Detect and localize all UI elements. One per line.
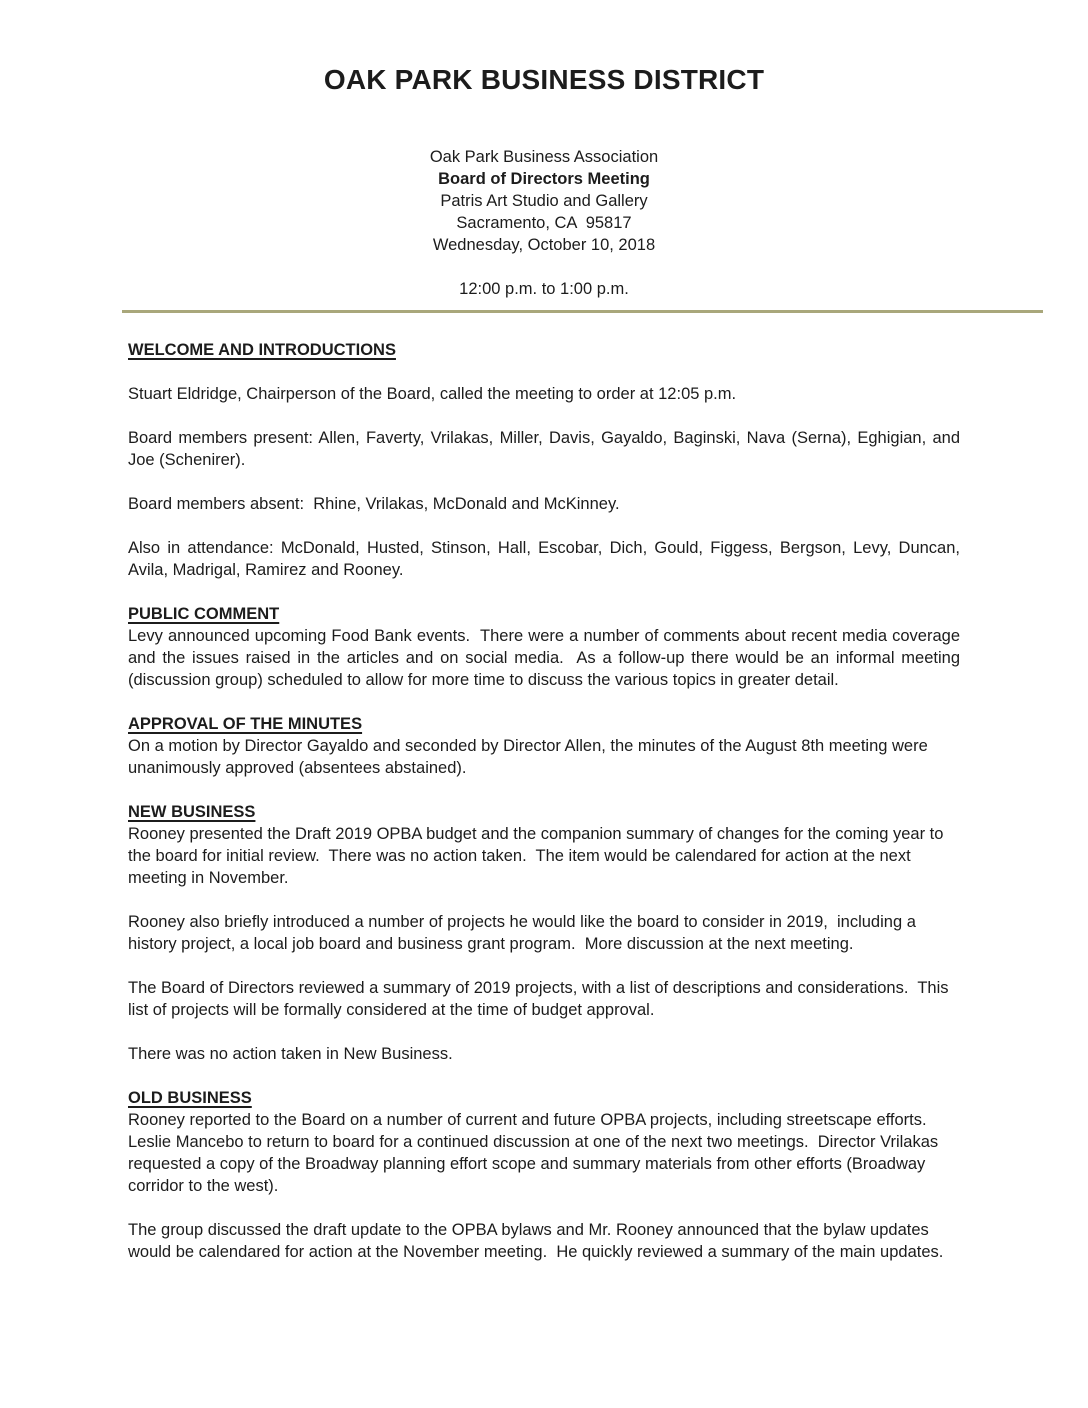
paragraph: Board members present: Allen, Faverty, Vrilakas, Miller, Davis, Gayaldo, Baginski, Nava (Serna), Eghigian, and Joe (Schenirer). [128, 429, 965, 469]
paragraph: There was no action taken in New Business. [128, 1045, 453, 1063]
paragraph: Stuart Eldridge, Chairperson of the Board, called the meeting to order at 12:05 p.m. [128, 385, 737, 403]
meeting-info-line: Wednesday, October 10, 2018 [432, 236, 656, 254]
paragraph: Rooney presented the Draft 2019 OPBA budget and the companion summary of changes for the coming year to the board for initial review. There was no action taken. The item would be calendared for action at the next meeting in November. [128, 825, 948, 887]
paragraph: The Board of Directors reviewed a summary of 2019 projects, with a list of descriptions and considerations. This list of projects will be formally considered at the time of budget approval. [128, 979, 954, 1019]
paragraph: Also in attendance: McDonald, Husted, Stinson, Hall, Escobar, Dich, Gould, Figgess, Bergson, Levy, Duncan, Avila, Madrigal, Ramirez and Rooney. [128, 539, 964, 579]
header-rule [122, 310, 1043, 313]
section-heading: OLD BUSINESS [128, 1089, 252, 1107]
document-body [128, 339, 965, 1263]
meeting-time: 12:00 p.m. to 1:00 p.m. [459, 280, 629, 298]
section-heading: PUBLIC COMMENT [128, 605, 280, 623]
section-public-comment [128, 603, 965, 691]
paragraph: The group discussed the draft update to the OPBA bylaws and Mr. Rooney announced that the bylaw updates would be calendared for action at the November meeting. He quickly reviewed a summary of the main updates. [128, 1221, 944, 1261]
meeting-info [0, 146, 1088, 256]
section-heading: APPROVAL OF THE MINUTES [128, 715, 363, 733]
paragraph: Board members absent: Rhine, Vrilakas, McDonald and McKinney. [128, 495, 620, 513]
section-welcome-and-introductions [128, 339, 965, 581]
paragraph: Rooney also briefly introduced a number of projects he would like the board to consider in 2019, including a history project, a local job board and business grant program. More discussion at the next meeting. [128, 913, 921, 953]
section-heading: WELCOME AND INTRODUCTIONS [128, 341, 396, 359]
section-old-business [128, 1087, 960, 1263]
section-new-business [128, 801, 960, 1065]
paragraph: Rooney reported to the Board on a number of current and future OPBA projects, including streetscape efforts. Leslie Mancebo to return to board for a continued discussion at one of the next two meetings. Director Vrilakas requested a copy of the Broadway planning effort scope and summary materials from other efforts (Broadway corridor to the west). [128, 1111, 943, 1195]
section-heading: NEW BUSINESS [128, 803, 256, 821]
meeting-info-line: Oak Park Business Association [429, 148, 659, 166]
meeting-info-line: Sacramento, CA 95817 [456, 214, 632, 232]
meeting-info-line: Patris Art Studio and Gallery [440, 192, 648, 210]
section-approval-of-the-minutes [128, 713, 960, 779]
document-title: OAK PARK BUSINESS DISTRICT [323, 64, 765, 95]
paragraph: On a motion by Director Gayaldo and seconded by Director Allen, the minutes of the August 8th meeting were unanimously approved (absentees abstained). [128, 737, 933, 777]
meeting-info-line: Board of Directors Meeting [438, 170, 650, 188]
paragraph: Levy announced upcoming Food Bank events. There were a number of comments about recent media coverage and the issues raised in the articles and on social media. As a follow-up there would be an informal meeting (discussion group) scheduled to allow for more time to discuss the various topics in greater detail. [128, 627, 965, 689]
